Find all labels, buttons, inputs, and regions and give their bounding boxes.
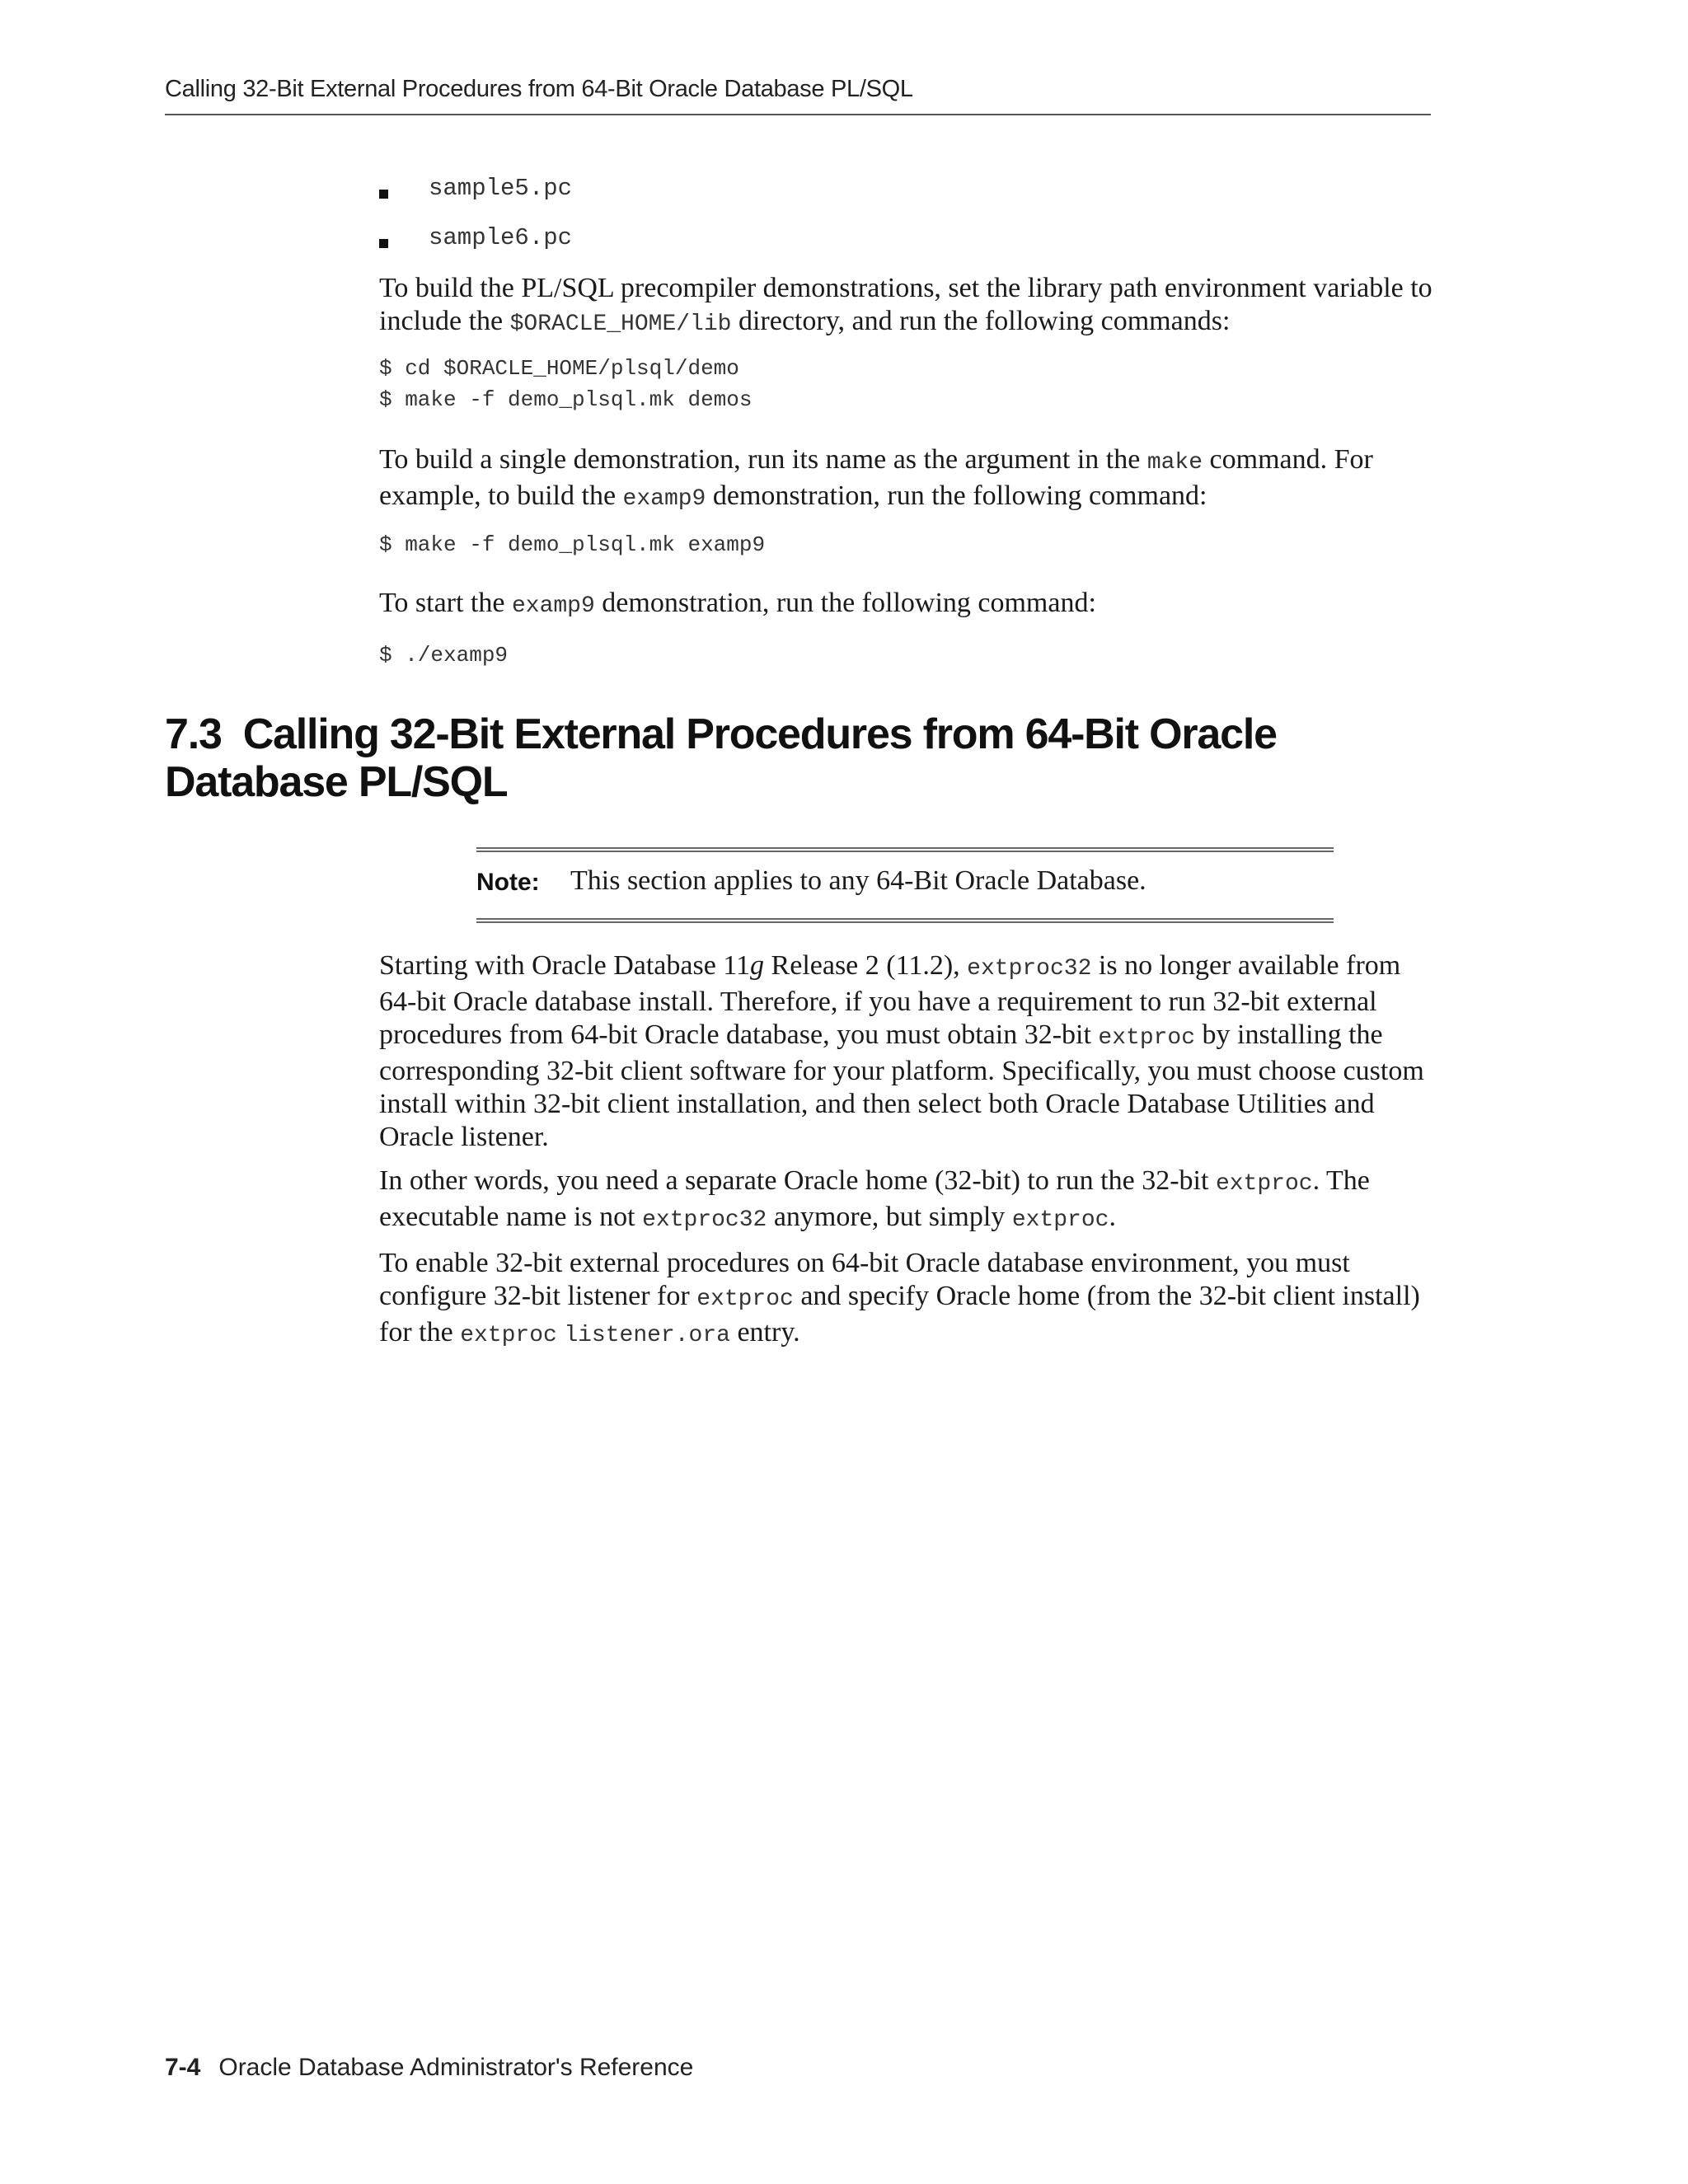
paragraph-starting-11g xyxy=(379,949,1442,1154)
inline-code: listener.ora xyxy=(564,1323,730,1348)
section-heading xyxy=(165,710,1451,806)
text-run: demonstration, run the following command: xyxy=(594,588,1096,618)
code-block-single: $ make -f demo_plsql.mk examp9 xyxy=(379,532,766,557)
inline-code: extproc32 xyxy=(642,1207,767,1233)
inline-code: make xyxy=(1146,450,1203,476)
book-title: Oracle Database Administrator's Reference xyxy=(218,2054,694,2081)
text-run: command. For example, to build the xyxy=(379,444,1373,511)
paragraph-build-demos xyxy=(379,272,1442,341)
list-item-code: sample5.pc xyxy=(429,175,573,202)
section-title: Calling 32-Bit External Procedures from 64-Bit Oracle Database PL/SQL xyxy=(165,710,1277,806)
header-rule xyxy=(165,114,1431,115)
text-run: In other words, you need a separate Oracle home (32-bit) to run the 32-bit xyxy=(379,1165,1216,1196)
inline-code: examp9 xyxy=(622,486,706,512)
text-run: . xyxy=(1109,1202,1116,1232)
code-block-build xyxy=(379,353,752,415)
section-number: 7.3 xyxy=(165,710,222,758)
text-run: . The executable name is not xyxy=(379,1165,1370,1232)
paragraph-single-demo xyxy=(379,443,1442,516)
inline-code: extproc xyxy=(1098,1025,1196,1051)
note-box xyxy=(476,847,1334,923)
code-line: $ cd $ORACLE_HOME/plsql/demo xyxy=(379,356,739,381)
code-line: $ make -f demo_plsql.mk demos xyxy=(379,387,753,412)
code-block-start: $ ./examp9 xyxy=(379,643,509,668)
running-header: Calling 32-Bit External Procedures from 64-Bit Oracle Database PL/SQL xyxy=(165,76,913,102)
text-run: Release 2 (11.2), xyxy=(764,950,968,981)
text-run: To enable 32-bit external procedures on 64-bit Oracle database environment, you must configure 32-bit listener for xyxy=(379,1248,1350,1311)
list-item-code: sample6.pc xyxy=(429,224,573,251)
inline-code: extproc xyxy=(460,1323,557,1348)
paragraph-enable-32bit xyxy=(379,1247,1442,1352)
inline-code: extproc xyxy=(696,1286,794,1312)
page-footer xyxy=(165,2054,693,2082)
bullet-square-icon xyxy=(379,190,388,199)
text-run: and specify Oracle home (from the 32-bit client install) for the xyxy=(379,1281,1420,1347)
text-run: To build a single demonstration, run its name as the argument in the xyxy=(379,444,1147,475)
text-run: demonstration, run the following command: xyxy=(706,480,1207,511)
note-label: Note: xyxy=(476,869,540,896)
text-run: directory, and run the following commands: xyxy=(731,306,1231,336)
note-text: This section applies to any 64-Bit Oracle Database. xyxy=(570,865,1146,896)
paragraph-other-words xyxy=(379,1165,1442,1237)
text-run: is no longer available from 64-bit Oracle database install. Therefore, if you have a requirement to run 32-bit external procedures from 64-bit Oracle database, you must obtain 32-bit xyxy=(379,950,1401,1050)
italic-text: g xyxy=(750,950,765,981)
inline-code: extproc xyxy=(1215,1171,1313,1197)
text-run: by installing the corresponding 32-bit client software for your platform. Specifically, you must choose custom install within 32-bit client installation, and then select both Oracle Database Utilities and Oracle listener. xyxy=(379,1019,1424,1152)
inline-code: extproc32 xyxy=(967,956,1092,982)
text-run: anymore, but simply xyxy=(767,1202,1012,1232)
paragraph-start-demo xyxy=(379,587,1442,623)
inline-code: examp9 xyxy=(511,593,595,619)
inline-code: $ORACLE_HOME/lib xyxy=(509,312,732,337)
text-run: To start the xyxy=(379,588,512,618)
inline-code: extproc xyxy=(1011,1207,1109,1233)
text-run: entry. xyxy=(729,1317,800,1347)
text-run: Starting with Oracle Database 11 xyxy=(379,950,751,981)
bullet-square-icon xyxy=(379,239,388,248)
page-number: 7-4 xyxy=(165,2054,201,2081)
text-run: To build the PL/SQL precompiler demonstrations, set the library path environment variable to include the xyxy=(379,273,1432,336)
